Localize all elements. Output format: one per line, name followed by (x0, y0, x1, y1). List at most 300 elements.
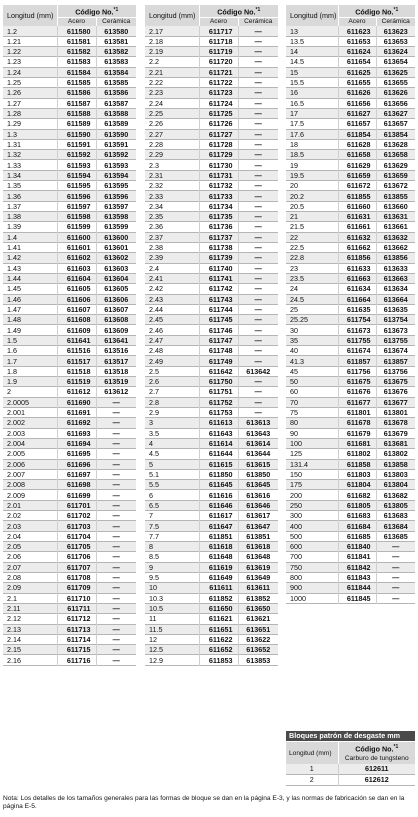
ceramic-code-cell: — (238, 397, 278, 407)
ceramic-code-cell: 613673 (376, 325, 415, 335)
length-cell: 131.4 (286, 459, 338, 469)
table-row (286, 129, 415, 139)
length-cell: 22 (286, 232, 338, 242)
table-row (3, 377, 136, 387)
table-row (145, 160, 278, 170)
steel-code-cell: 611745 (199, 315, 238, 325)
length-cell: 2.35 (145, 212, 199, 222)
table-row (145, 201, 278, 211)
length-cell: 8.5 (145, 552, 199, 562)
ceramic-code-cell: — (238, 222, 278, 232)
ceramic-code-cell: — (96, 521, 136, 531)
length-cell: 2.24 (145, 98, 199, 108)
steel-code-cell: 611718 (199, 36, 238, 46)
length-cell: 41.3 (286, 356, 338, 366)
steel-code-cell: 611723 (199, 88, 238, 98)
ceramic-code-cell: 613661 (376, 222, 415, 232)
length-cell: 1.39 (3, 222, 57, 232)
length-cell: 2.44 (145, 304, 199, 314)
steel-code-cell: 611749 (199, 356, 238, 366)
length-cell: 2.9 (145, 407, 199, 417)
steel-code-cell: 611603 (57, 263, 96, 273)
ceramic-code-cell: 613612 (96, 387, 136, 397)
table-row (3, 242, 136, 252)
table-row (145, 170, 278, 180)
table-row (145, 129, 278, 139)
ceramic-code-cell: 613611 (238, 583, 278, 593)
ceramic-code-cell: — (238, 57, 278, 67)
steel-code-cell: 611653 (338, 36, 376, 46)
ceramic-code-cell: — (96, 469, 136, 479)
steel-code-cell: 611590 (57, 129, 96, 139)
table-row (286, 572, 415, 582)
length-cell: 4 (145, 438, 199, 448)
steel-code-cell: 611804 (338, 480, 376, 490)
table-row (145, 232, 278, 242)
table-row (286, 418, 415, 428)
steel-code-cell: 611663 (338, 273, 376, 283)
table-row (3, 634, 136, 644)
length-cell: 2.32 (145, 181, 199, 191)
steel-code-cell: 611843 (338, 572, 376, 582)
steel-code-cell: 611618 (199, 542, 238, 552)
code-header: Código No.$^{*1}$ (338, 5, 415, 18)
steel-header: Acero (338, 18, 376, 27)
length-cell: 23.5 (286, 273, 338, 283)
steel-code-cell: 611612 (57, 387, 96, 397)
length-header: Longitud (mm) (286, 5, 338, 26)
length-cell: 2.04 (3, 531, 57, 541)
table-row (3, 181, 136, 191)
steel-code-cell: 611660 (338, 201, 376, 211)
ceramic-code-cell: 613674 (376, 346, 415, 356)
length-cell: 9.5 (145, 572, 199, 582)
ceramic-code-cell: 613646 (238, 500, 278, 510)
ceramic-code-cell: 613682 (376, 490, 415, 500)
table-row (145, 614, 278, 624)
ceramic-code-cell: 613623 (376, 26, 415, 36)
steel-code-cell: 611655 (338, 77, 376, 87)
size-table-2 (145, 5, 278, 666)
ceramic-code-cell: 613590 (96, 129, 136, 139)
length-cell: 2.6 (145, 377, 199, 387)
ceramic-code-cell: 613683 (376, 511, 415, 521)
length-cell: 8 (145, 542, 199, 552)
ceramic-code-cell: — (96, 645, 136, 655)
table-row (286, 428, 415, 438)
table-row (145, 531, 278, 541)
table-row (145, 263, 278, 273)
steel-code-cell: 611712 (57, 614, 96, 624)
ceramic-code-cell: 613655 (376, 77, 415, 87)
ceramic-code-cell: — (238, 346, 278, 356)
length-cell: 2.08 (3, 572, 57, 582)
table-row (3, 480, 136, 490)
ceramic-code-cell: 613597 (96, 201, 136, 211)
table-row (3, 36, 136, 46)
steel-code-cell: 611756 (338, 366, 376, 376)
table-row (286, 764, 415, 775)
steel-code-cell: 611721 (199, 67, 238, 77)
table-row (145, 624, 278, 634)
ceramic-code-cell: 613588 (96, 108, 136, 118)
steel-code-cell: 611675 (338, 377, 376, 387)
length-cell: 2.36 (145, 222, 199, 232)
ceramic-code-cell: 613850 (238, 469, 278, 479)
length-cell: 1.41 (3, 242, 57, 252)
ceramic-code-cell: 613586 (96, 88, 136, 98)
wear-length-cell: 1 (286, 764, 338, 775)
ceramic-code-cell: — (96, 438, 136, 448)
steel-code-cell: 611646 (199, 500, 238, 510)
table-row (3, 88, 136, 98)
length-cell: 2.37 (145, 232, 199, 242)
length-cell: 1.44 (3, 273, 57, 283)
table-row (145, 150, 278, 160)
table-row (145, 449, 278, 459)
steel-code-cell: 611850 (199, 469, 238, 479)
steel-code-cell: 611854 (338, 129, 376, 139)
table-row (286, 253, 415, 263)
ceramic-code-cell: — (238, 67, 278, 77)
steel-code-cell: 611608 (57, 315, 96, 325)
ceramic-header: Cerámica (96, 18, 136, 27)
table-row (3, 356, 136, 366)
ceramic-code-cell: — (376, 572, 415, 582)
table-row (3, 438, 136, 448)
ceramic-code-cell: 613624 (376, 47, 415, 57)
ceramic-code-cell: — (238, 26, 278, 36)
length-cell: 1.25 (3, 77, 57, 87)
steel-code-cell: 611645 (199, 480, 238, 490)
length-cell: 16.5 (286, 98, 338, 108)
steel-code-cell: 611619 (199, 562, 238, 572)
table-row (286, 139, 415, 149)
ceramic-code-cell: 613652 (238, 645, 278, 655)
table-row (145, 500, 278, 510)
table-row (3, 593, 136, 603)
table-row (286, 242, 415, 252)
table-row (145, 36, 278, 46)
ceramic-code-cell: 613629 (376, 160, 415, 170)
table-row (286, 775, 415, 786)
steel-code-cell: 611641 (57, 335, 96, 345)
steel-code-cell: 611583 (57, 57, 96, 67)
table-row (3, 624, 136, 634)
length-cell: 2.13 (3, 624, 57, 634)
steel-code-cell: 611716 (57, 655, 96, 665)
steel-code-cell: 611683 (338, 511, 376, 521)
table-row (286, 377, 415, 387)
steel-code-cell: 611684 (338, 521, 376, 531)
length-cell: 7.5 (145, 521, 199, 531)
steel-code-cell: 611736 (199, 222, 238, 232)
table-row (3, 366, 136, 376)
length-cell: 1.26 (3, 88, 57, 98)
length-cell: 1.29 (3, 119, 57, 129)
steel-code-cell: 611731 (199, 170, 238, 180)
length-cell: 1.32 (3, 150, 57, 160)
length-cell: 1.48 (3, 315, 57, 325)
length-cell: 1.43 (3, 263, 57, 273)
table-row (286, 150, 415, 160)
table-row (286, 26, 415, 36)
table-row (3, 47, 136, 57)
table-row (286, 407, 415, 417)
ceramic-code-cell: — (238, 88, 278, 98)
table-row (286, 160, 415, 170)
length-cell: 13.5 (286, 36, 338, 46)
wear-material-header: Carburo de tungsteno (338, 754, 415, 764)
table-row (3, 583, 136, 593)
ceramic-code-cell: — (96, 655, 136, 665)
table-row (3, 263, 136, 273)
steel-code-cell: 611805 (338, 500, 376, 510)
length-cell: 2.3 (145, 160, 199, 170)
length-cell: 2.18 (145, 36, 199, 46)
ceramic-code-cell: 613595 (96, 181, 136, 191)
steel-code-cell: 611596 (57, 191, 96, 201)
length-cell: 50 (286, 377, 338, 387)
length-cell: 900 (286, 583, 338, 593)
ceramic-code-cell: — (96, 634, 136, 644)
length-cell: 1.6 (3, 346, 57, 356)
length-cell: 2.09 (3, 583, 57, 593)
table-row (3, 26, 136, 36)
ceramic-code-cell: 613603 (96, 263, 136, 273)
length-cell: 2 (3, 387, 57, 397)
ceramic-code-cell: 613593 (96, 160, 136, 170)
length-cell: 150 (286, 469, 338, 479)
ceramic-code-cell: — (238, 232, 278, 242)
steel-code-cell: 611662 (338, 242, 376, 252)
ceramic-code-cell: — (238, 407, 278, 417)
steel-code-cell: 611592 (57, 150, 96, 160)
table-row (145, 222, 278, 232)
length-cell: 3 (145, 418, 199, 428)
steel-code-cell: 611595 (57, 181, 96, 191)
length-cell: 2.17 (145, 26, 199, 36)
steel-code-cell: 611642 (199, 366, 238, 376)
steel-code-cell: 611706 (57, 552, 96, 562)
ceramic-code-cell: — (238, 294, 278, 304)
table-row (145, 366, 278, 376)
length-cell: 60 (286, 387, 338, 397)
length-cell: 400 (286, 521, 338, 531)
ceramic-code-cell: — (96, 490, 136, 500)
wear-code-cell: 612611 (338, 764, 415, 775)
length-cell: 21.5 (286, 222, 338, 232)
length-cell: 2.23 (145, 88, 199, 98)
steel-code-cell: 611857 (338, 356, 376, 366)
length-cell: 17.6 (286, 129, 338, 139)
length-cell: 2.007 (3, 469, 57, 479)
length-cell: 2.003 (3, 428, 57, 438)
ceramic-code-cell: — (376, 583, 415, 593)
ceramic-code-cell: 613675 (376, 377, 415, 387)
table-row (3, 645, 136, 655)
length-cell: 4.5 (145, 449, 199, 459)
table-row (3, 459, 136, 469)
table-row (145, 181, 278, 191)
steel-code-cell: 611649 (199, 572, 238, 582)
length-cell: 2.26 (145, 119, 199, 129)
length-cell: 14.5 (286, 57, 338, 67)
length-cell: 2.005 (3, 449, 57, 459)
wear-length-cell: 2 (309, 775, 314, 785)
steel-code-cell: 611803 (338, 469, 376, 479)
ceramic-code-cell: — (96, 511, 136, 521)
length-cell: 2.27 (145, 129, 199, 139)
length-cell: 7.7 (145, 531, 199, 541)
steel-header: Acero (57, 18, 96, 27)
table-row (286, 181, 415, 191)
length-cell: 1.2 (3, 26, 57, 36)
length-cell: 1.27 (3, 98, 57, 108)
steel-code-cell: 611845 (338, 593, 376, 603)
table-row (286, 273, 415, 283)
length-cell: 2.02 (3, 511, 57, 521)
ceramic-code-cell: 613643 (238, 428, 278, 438)
length-cell: 12 (145, 634, 199, 644)
length-cell: 1.42 (3, 253, 57, 263)
steel-code-cell: 611600 (57, 232, 96, 242)
length-cell: 1.49 (3, 325, 57, 335)
ceramic-header: Cerámica (238, 18, 278, 27)
table-row (145, 407, 278, 417)
ceramic-code-cell: 613591 (96, 139, 136, 149)
length-cell: 1.4 (3, 232, 57, 242)
ceramic-code-cell: — (96, 603, 136, 613)
steel-code-cell: 611690 (57, 397, 96, 407)
table-row (286, 397, 415, 407)
table-row (286, 531, 415, 541)
table-row (145, 562, 278, 572)
length-cell: 700 (286, 552, 338, 562)
ceramic-code-cell: 613616 (238, 490, 278, 500)
length-cell: 13 (286, 26, 338, 36)
ceramic-code-cell: 613801 (376, 407, 415, 417)
ceramic-code-cell: 613596 (96, 191, 136, 201)
ceramic-code-cell: — (238, 201, 278, 211)
table-row (145, 325, 278, 335)
length-cell: 9 (145, 562, 199, 572)
ceramic-code-cell: 613587 (96, 98, 136, 108)
table-row (286, 335, 415, 345)
length-cell: 6 (145, 490, 199, 500)
ceramic-code-cell: — (376, 552, 415, 562)
steel-code-cell: 611673 (338, 325, 376, 335)
steel-code-cell: 611622 (199, 634, 238, 644)
ceramic-code-cell: 613609 (96, 325, 136, 335)
ceramic-code-cell: 613583 (96, 57, 136, 67)
ceramic-code-cell: 613599 (96, 222, 136, 232)
steel-code-cell: 611594 (57, 170, 96, 180)
steel-code-cell: 611729 (199, 150, 238, 160)
steel-code-cell: 611735 (199, 212, 238, 222)
ceramic-code-cell: 613625 (376, 67, 415, 77)
ceramic-code-cell: 613517 (96, 356, 136, 366)
steel-code-cell: 611697 (57, 469, 96, 479)
ceramic-code-cell: — (96, 542, 136, 552)
length-cell: 1.7 (3, 356, 57, 366)
table-row (145, 459, 278, 469)
steel-code-cell: 611858 (338, 459, 376, 469)
ceramic-code-cell: — (376, 562, 415, 572)
steel-code-cell: 611628 (338, 139, 376, 149)
length-cell: 3.5 (145, 428, 199, 438)
table-row (145, 315, 278, 325)
table-row (3, 294, 136, 304)
length-cell: 2.8 (145, 397, 199, 407)
length-cell: 2.46 (145, 325, 199, 335)
table-row (3, 418, 136, 428)
table-row (3, 304, 136, 314)
length-cell: 2.002 (3, 418, 57, 428)
length-cell: 17 (286, 108, 338, 118)
ceramic-code-cell: — (238, 160, 278, 170)
ceramic-code-cell: — (238, 212, 278, 222)
length-cell: 1.46 (3, 294, 57, 304)
length-cell: 2.15 (3, 645, 57, 655)
table-row (3, 521, 136, 531)
table-row (3, 469, 136, 479)
length-cell: 2.06 (3, 552, 57, 562)
ceramic-code-cell: — (238, 387, 278, 397)
length-cell: 2.5 (145, 366, 199, 376)
steel-code-cell: 611734 (199, 201, 238, 211)
steel-code-cell: 611685 (338, 531, 376, 541)
table-row (145, 572, 278, 582)
ceramic-code-cell: 613662 (376, 242, 415, 252)
ceramic-code-cell: 613858 (376, 459, 415, 469)
length-cell: 11.5 (145, 624, 199, 634)
table-row (3, 253, 136, 263)
steel-code-cell: 611691 (57, 407, 96, 417)
table-row (3, 335, 136, 345)
steel-code-cell: 611748 (199, 346, 238, 356)
length-cell: 750 (286, 562, 338, 572)
steel-code-cell: 611714 (57, 634, 96, 644)
ceramic-code-cell: 613633 (376, 263, 415, 273)
steel-code-cell: 611593 (57, 160, 96, 170)
steel-code-cell: 611516 (57, 346, 96, 356)
steel-code-cell: 611624 (338, 47, 376, 57)
ceramic-code-cell: — (96, 428, 136, 438)
ceramic-code-cell: — (238, 242, 278, 252)
table-row (145, 294, 278, 304)
table-row (3, 212, 136, 222)
steel-header: Acero (199, 18, 238, 27)
table-row (145, 346, 278, 356)
length-cell: 20.2 (286, 191, 338, 201)
table-row (145, 273, 278, 283)
ceramic-code-cell: 613516 (96, 346, 136, 356)
length-cell: 10.3 (145, 593, 199, 603)
table-row (286, 552, 415, 562)
wear-blocks-title: Bloques patrón de desgaste mm (286, 731, 415, 741)
steel-code-cell: 611631 (338, 212, 376, 222)
ceramic-code-cell: — (96, 407, 136, 417)
ceramic-code-cell: 613681 (376, 438, 415, 448)
steel-code-cell: 611651 (199, 624, 238, 634)
table-row (286, 490, 415, 500)
table-row (286, 521, 415, 531)
steel-code-cell: 611752 (199, 397, 238, 407)
length-cell: 1000 (286, 593, 338, 603)
ceramic-code-cell: 613653 (376, 36, 415, 46)
ceramic-code-cell: 613854 (376, 129, 415, 139)
